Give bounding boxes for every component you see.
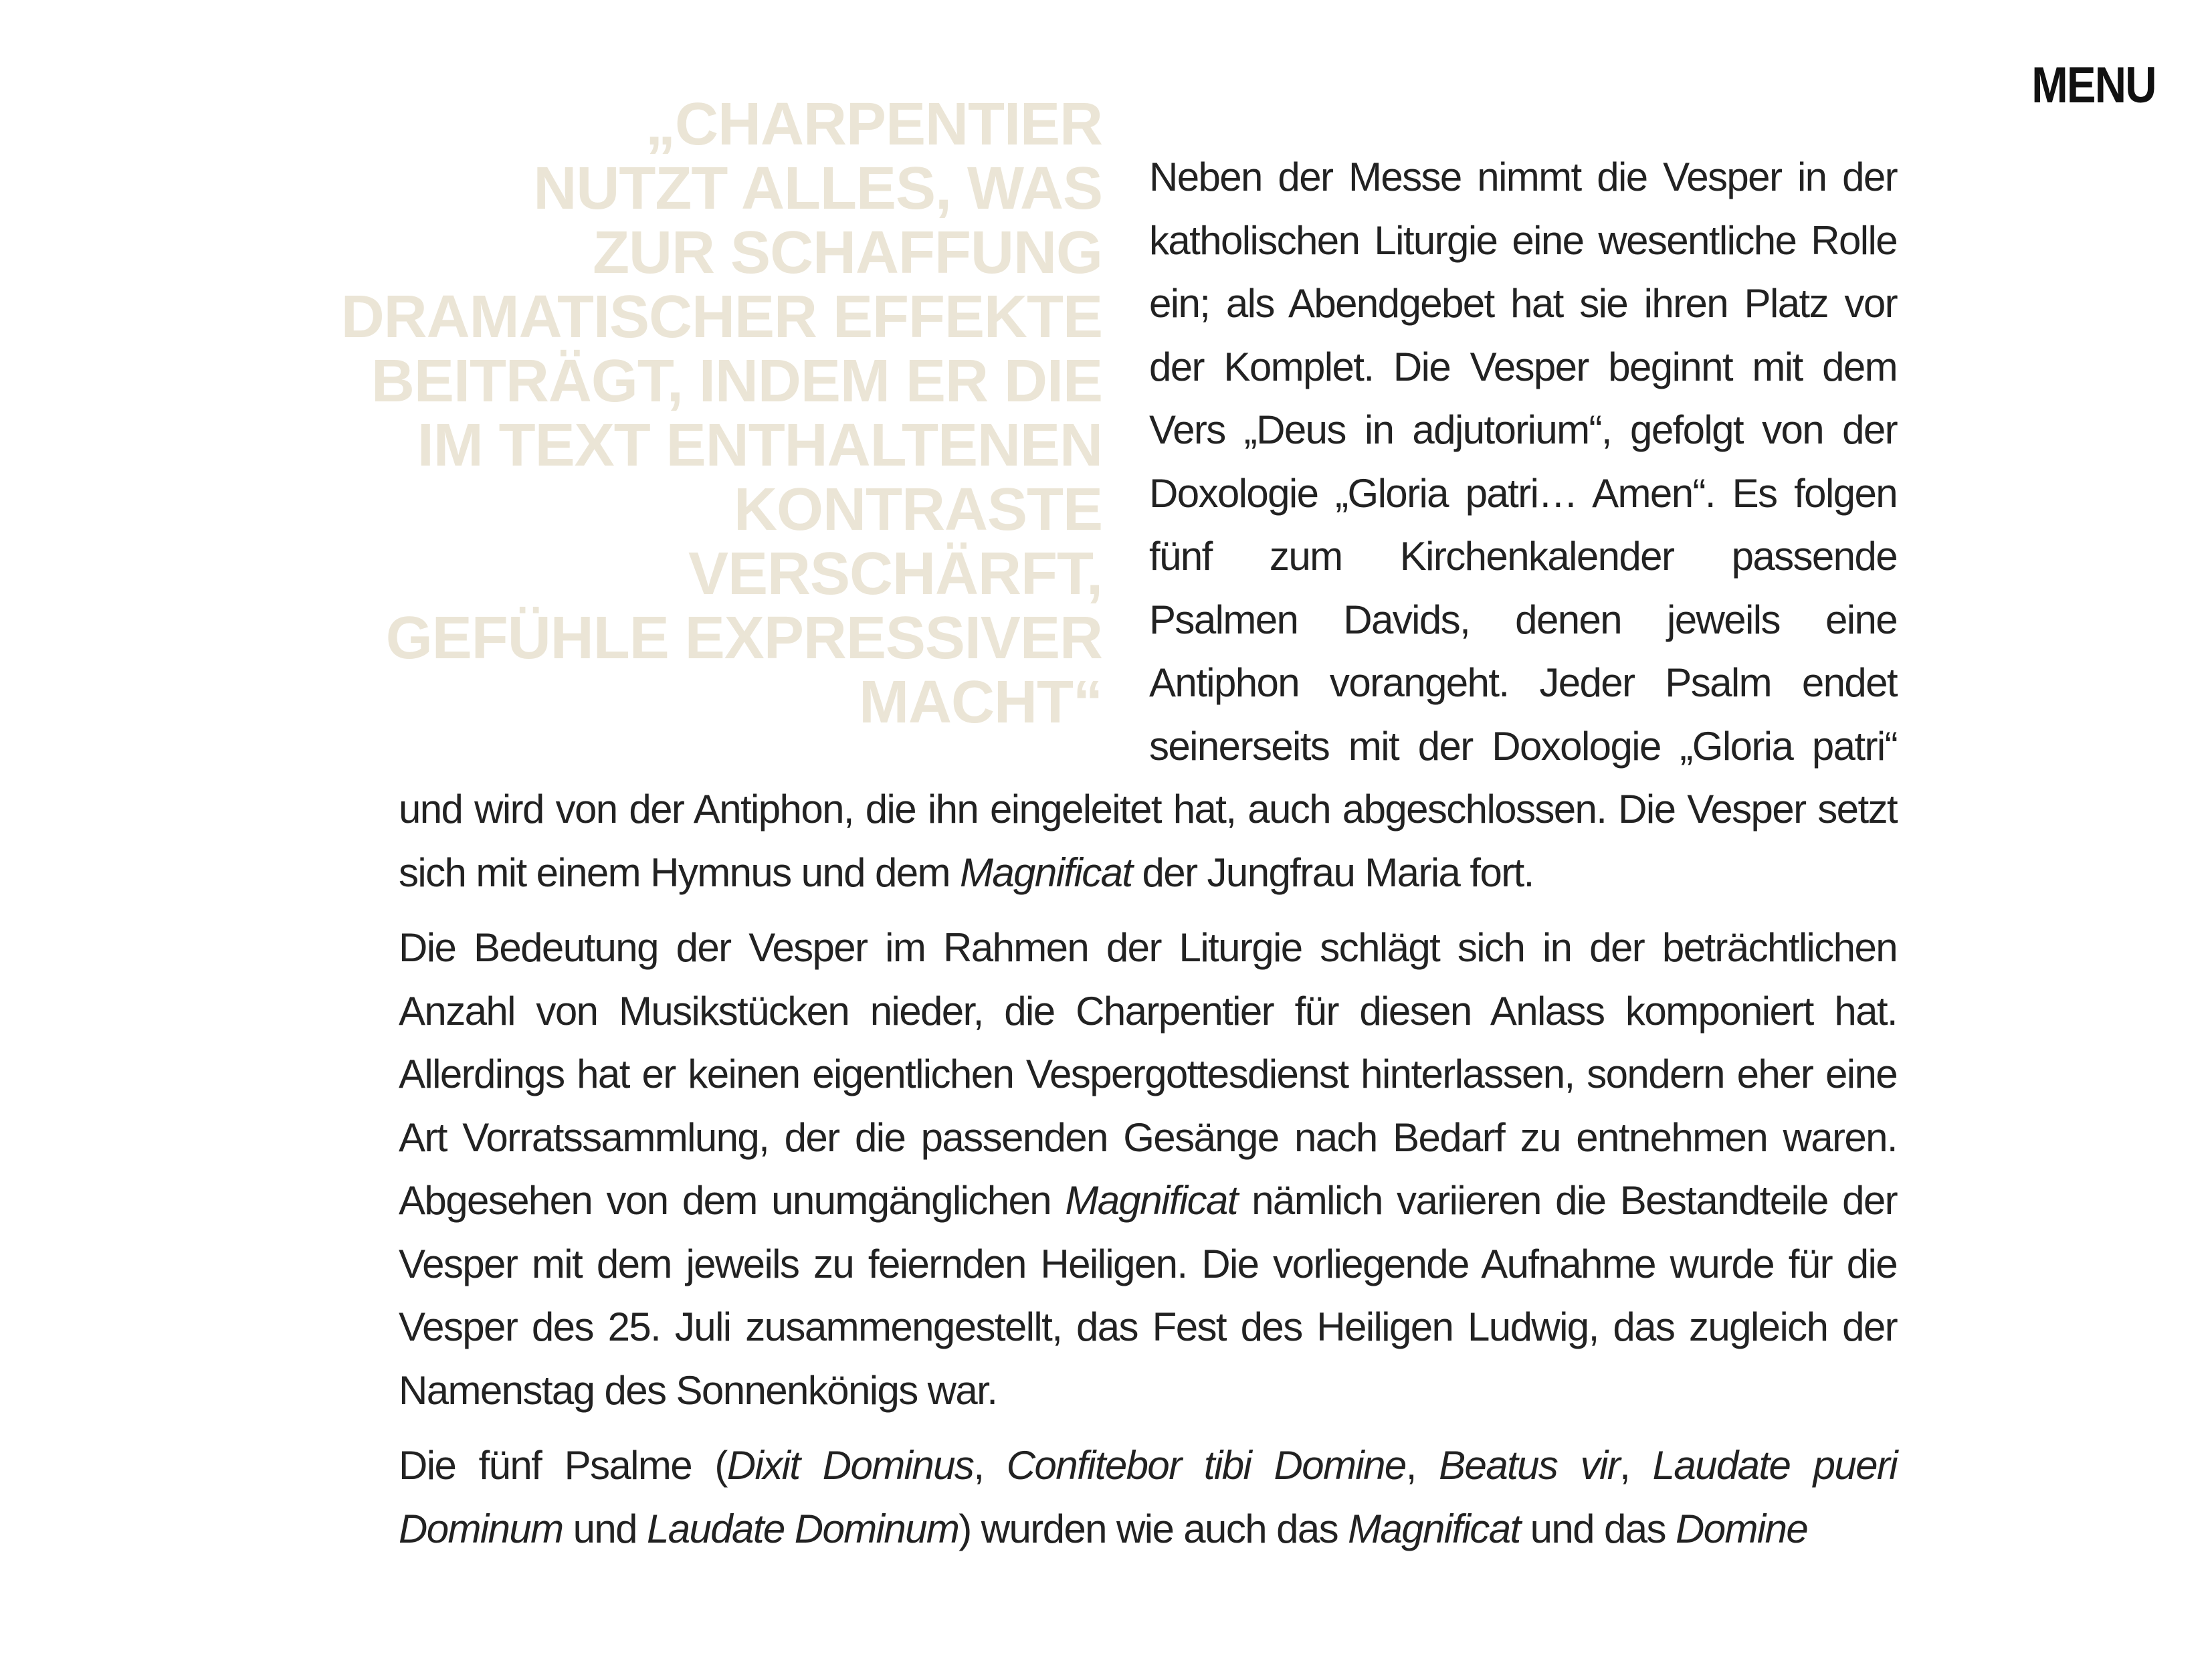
italic-title: Magnificat — [960, 850, 1132, 895]
italic-title: Domine — [1676, 1506, 1808, 1551]
text-run: der Jungfrau Maria fort. — [1132, 850, 1534, 895]
text-run: ) wurden wie auch das — [959, 1506, 1348, 1551]
text-run: Die Bedeutung der Vesper im Rahmen der Liturgie schlägt sich in der beträchtlichen Anzahl von Musikstücken nieder, die Charpentier für diesen Anlass komponiert hat. Allerdings hat er keinen eigentlichen Vespergottesdienst hinterlassen, sondern eher eine Art Vorratssammlung, der die passenden Gesänge nach Bedarf zu entnehmen waren. Abgesehen von dem unumgänglichen — [399, 925, 1897, 1223]
italic-title: Laudate Dominum — [646, 1506, 959, 1551]
text-run: , — [973, 1443, 1007, 1488]
pull-quote-line: MACHT“ — [859, 669, 1102, 736]
pull-quote-line: NUTZT ALLES, WAS — [533, 155, 1102, 222]
italic-title: Magnificat — [1348, 1506, 1520, 1551]
text-run: Die fünf Psalme ( — [399, 1443, 727, 1488]
italic-title: Dixit Dominus — [726, 1443, 974, 1488]
text-run: Neben der Messe nimmt die Vesper in der katholischen Liturgie eine wesentliche Rolle ein; als Abendgebet hat sie ihren Platz vor der Komplet. Die Vesper beginnt mit dem Vers „Deus in adjutorium“, gefolgt von der Doxologie „Gloria patri… Amen“. Es folgen fünf zum Kirchenkalender passende Psalmen Davids, denen jeweils eine Antiphon vorangeht. Jeder Psalm endet seinerseits mit der Doxologie „Gloria patri“ und wird von der Antiphon, die ihn eingeleitet hat, auch abgeschlossen. Die Vesper setzt sich mit einem Hymnus und dem — [399, 155, 1897, 895]
italic-title: Magnificat — [1065, 1178, 1237, 1223]
pull-quote — [313, 92, 1102, 735]
pull-quote-line: KONTRASTE VERSCHÄRFT, — [688, 476, 1102, 607]
article-body — [340, 91, 1898, 1573]
pull-quote-line: IM TEXT ENTHALTENEN — [417, 412, 1102, 479]
pull-quote-line: BEITRÄGT, INDEM ER DIE — [371, 348, 1102, 415]
text-run: und — [563, 1506, 647, 1551]
italic-title: Confitebor tibi Domine — [1006, 1443, 1406, 1488]
text-run: , — [1405, 1443, 1439, 1488]
text-run: nämlich variieren die Bestandteile der Vesper mit dem jeweils zu feiernden Heiligen. Die vorliegende Aufnahme wurde für die Vesper des 25. Juli zusammengestellt, das Fest des Heiligen Ludwig, das zugleich der Namenstag des Sonnenkönigs war. — [399, 1178, 1897, 1413]
text-run: und das — [1520, 1506, 1676, 1551]
menu-button[interactable]: MENU — [2031, 57, 2156, 114]
text-run: , — [1619, 1443, 1653, 1488]
pull-quote-line: ZUR SCHAFFUNG — [593, 219, 1102, 286]
pull-quote-line: „CHARPENTIER — [645, 91, 1102, 158]
pull-quote-line: DRAMATISCHER EFFEKTE — [340, 284, 1102, 351]
pull-quote-line: GEFÜHLE EXPRESSIVER — [385, 605, 1102, 672]
italic-title: Beatus vir — [1439, 1443, 1620, 1488]
italic-title: Laudate pueri Dominum — [399, 1443, 1898, 1551]
paragraph-3 — [399, 1434, 1897, 1561]
paragraph-2 — [399, 916, 1897, 1422]
